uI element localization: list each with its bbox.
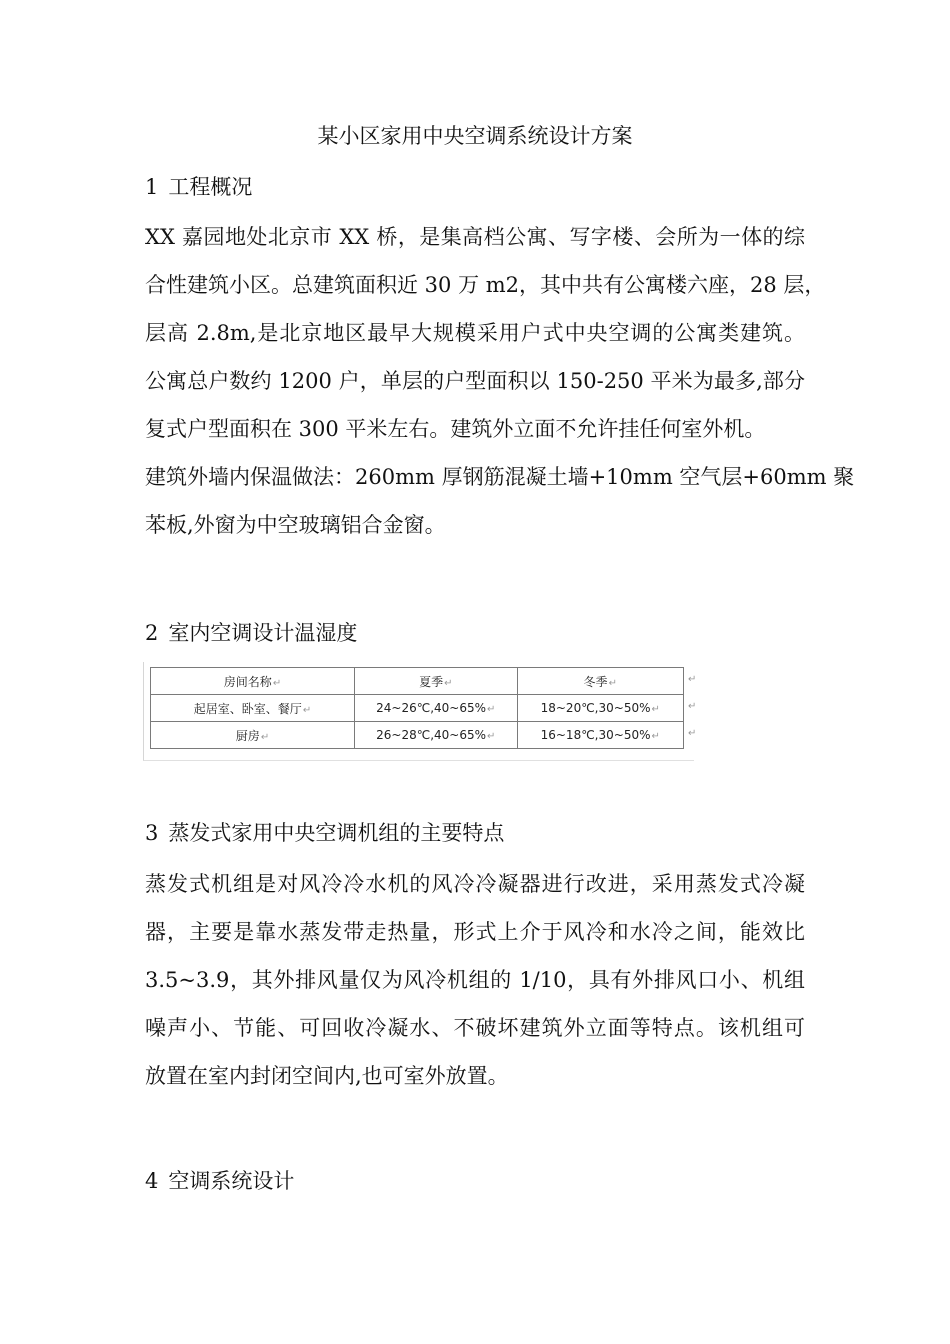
paragraph-line: 建筑外墙内保温做法：260mm 厚钢筋混凝土墙+10mm 空气层+60mm 聚 bbox=[145, 465, 855, 489]
table-cell: 起居室、卧室、餐厅↵ bbox=[151, 695, 355, 722]
section-title: 蒸发式家用中央空调机组的主要特点 bbox=[168, 821, 505, 845]
table-cell: 16~18℃,30~50%↵ bbox=[517, 722, 683, 749]
table-cell: 24~26℃,40~65%↵ bbox=[355, 695, 518, 722]
paragraph-line: 放置在室内封闭空间内,也可室外放置。 bbox=[145, 1064, 509, 1088]
section-1-paragraph bbox=[145, 213, 855, 549]
section-2-heading bbox=[145, 615, 357, 651]
section-number: 1 bbox=[145, 175, 159, 199]
section-number: 2 bbox=[145, 621, 159, 645]
section-4-heading bbox=[145, 1163, 294, 1199]
paragraph-line: 噪声小、节能、可回收冷凝水、不破坏建筑外立面等特点。该机组可 bbox=[145, 1016, 805, 1040]
table-row bbox=[151, 722, 684, 749]
table-header-row bbox=[151, 668, 684, 695]
section-title: 室内空调设计温湿度 bbox=[168, 621, 358, 645]
table-header-cell: 房间名称↵ bbox=[151, 668, 355, 695]
table-header-cell: 冬季↵ bbox=[517, 668, 683, 695]
section-number: 4 bbox=[145, 1169, 159, 1193]
paragraph-line: 3.5~3.9，其外排风量仅为风冷机组的 1/10，具有外排风口小、机组 bbox=[145, 968, 805, 992]
section-title: 空调系统设计 bbox=[168, 1169, 295, 1193]
paragraph-line: 合性建筑小区。总建筑面积近 30 万 m2，其中共有公寓楼六座，28 层， bbox=[145, 273, 826, 297]
table-header-cell: 夏季↵ bbox=[355, 668, 518, 695]
section-number: 3 bbox=[145, 821, 159, 845]
table-cell: 18~20℃,30~50%↵ bbox=[517, 695, 683, 722]
table-cell: 厨房↵ bbox=[151, 722, 355, 749]
temperature-humidity-table bbox=[150, 667, 684, 749]
section-title: 工程概况 bbox=[168, 175, 253, 199]
document-title: 某小区家用中央空调系统设计方案 bbox=[317, 124, 633, 148]
row-end-mark: ↵ bbox=[688, 728, 697, 739]
paragraph-line: 器，主要是靠水蒸发带走热量，形式上介于风冷和水冷之间，能效比 bbox=[145, 920, 805, 944]
table-cell: 26~28℃,40~65%↵ bbox=[355, 722, 518, 749]
row-end-mark: ↵ bbox=[688, 701, 697, 712]
paragraph-line: XX 嘉园地处北京市 XX 桥，是集高档公寓、写字楼、会所为一体的综 bbox=[145, 225, 805, 249]
section-3-heading bbox=[145, 815, 504, 851]
temperature-humidity-table-image bbox=[143, 662, 697, 761]
section-3-paragraph bbox=[145, 860, 805, 1100]
paragraph-line: 苯板,外窗为中空玻璃铝合金窗。 bbox=[145, 513, 446, 537]
row-end-mark: ↵ bbox=[688, 674, 697, 685]
paragraph-line: 层高 2.8m,是北京地区最早大规模采用户式中央空调的公寓类建筑。 bbox=[145, 321, 805, 345]
paragraph-line: 公寓总户数约 1200 户，单层的户型面积以 150-250 平米为最多,部分 bbox=[145, 369, 805, 393]
paragraph-line: 复式户型面积在 300 平米左右。建筑外立面不允许挂任何室外机。 bbox=[145, 417, 766, 441]
section-1-heading bbox=[145, 169, 252, 205]
paragraph-line: 蒸发式机组是对风冷冷水机的风冷冷凝器进行改进，采用蒸发式冷凝 bbox=[145, 872, 805, 896]
table-row bbox=[151, 695, 684, 722]
